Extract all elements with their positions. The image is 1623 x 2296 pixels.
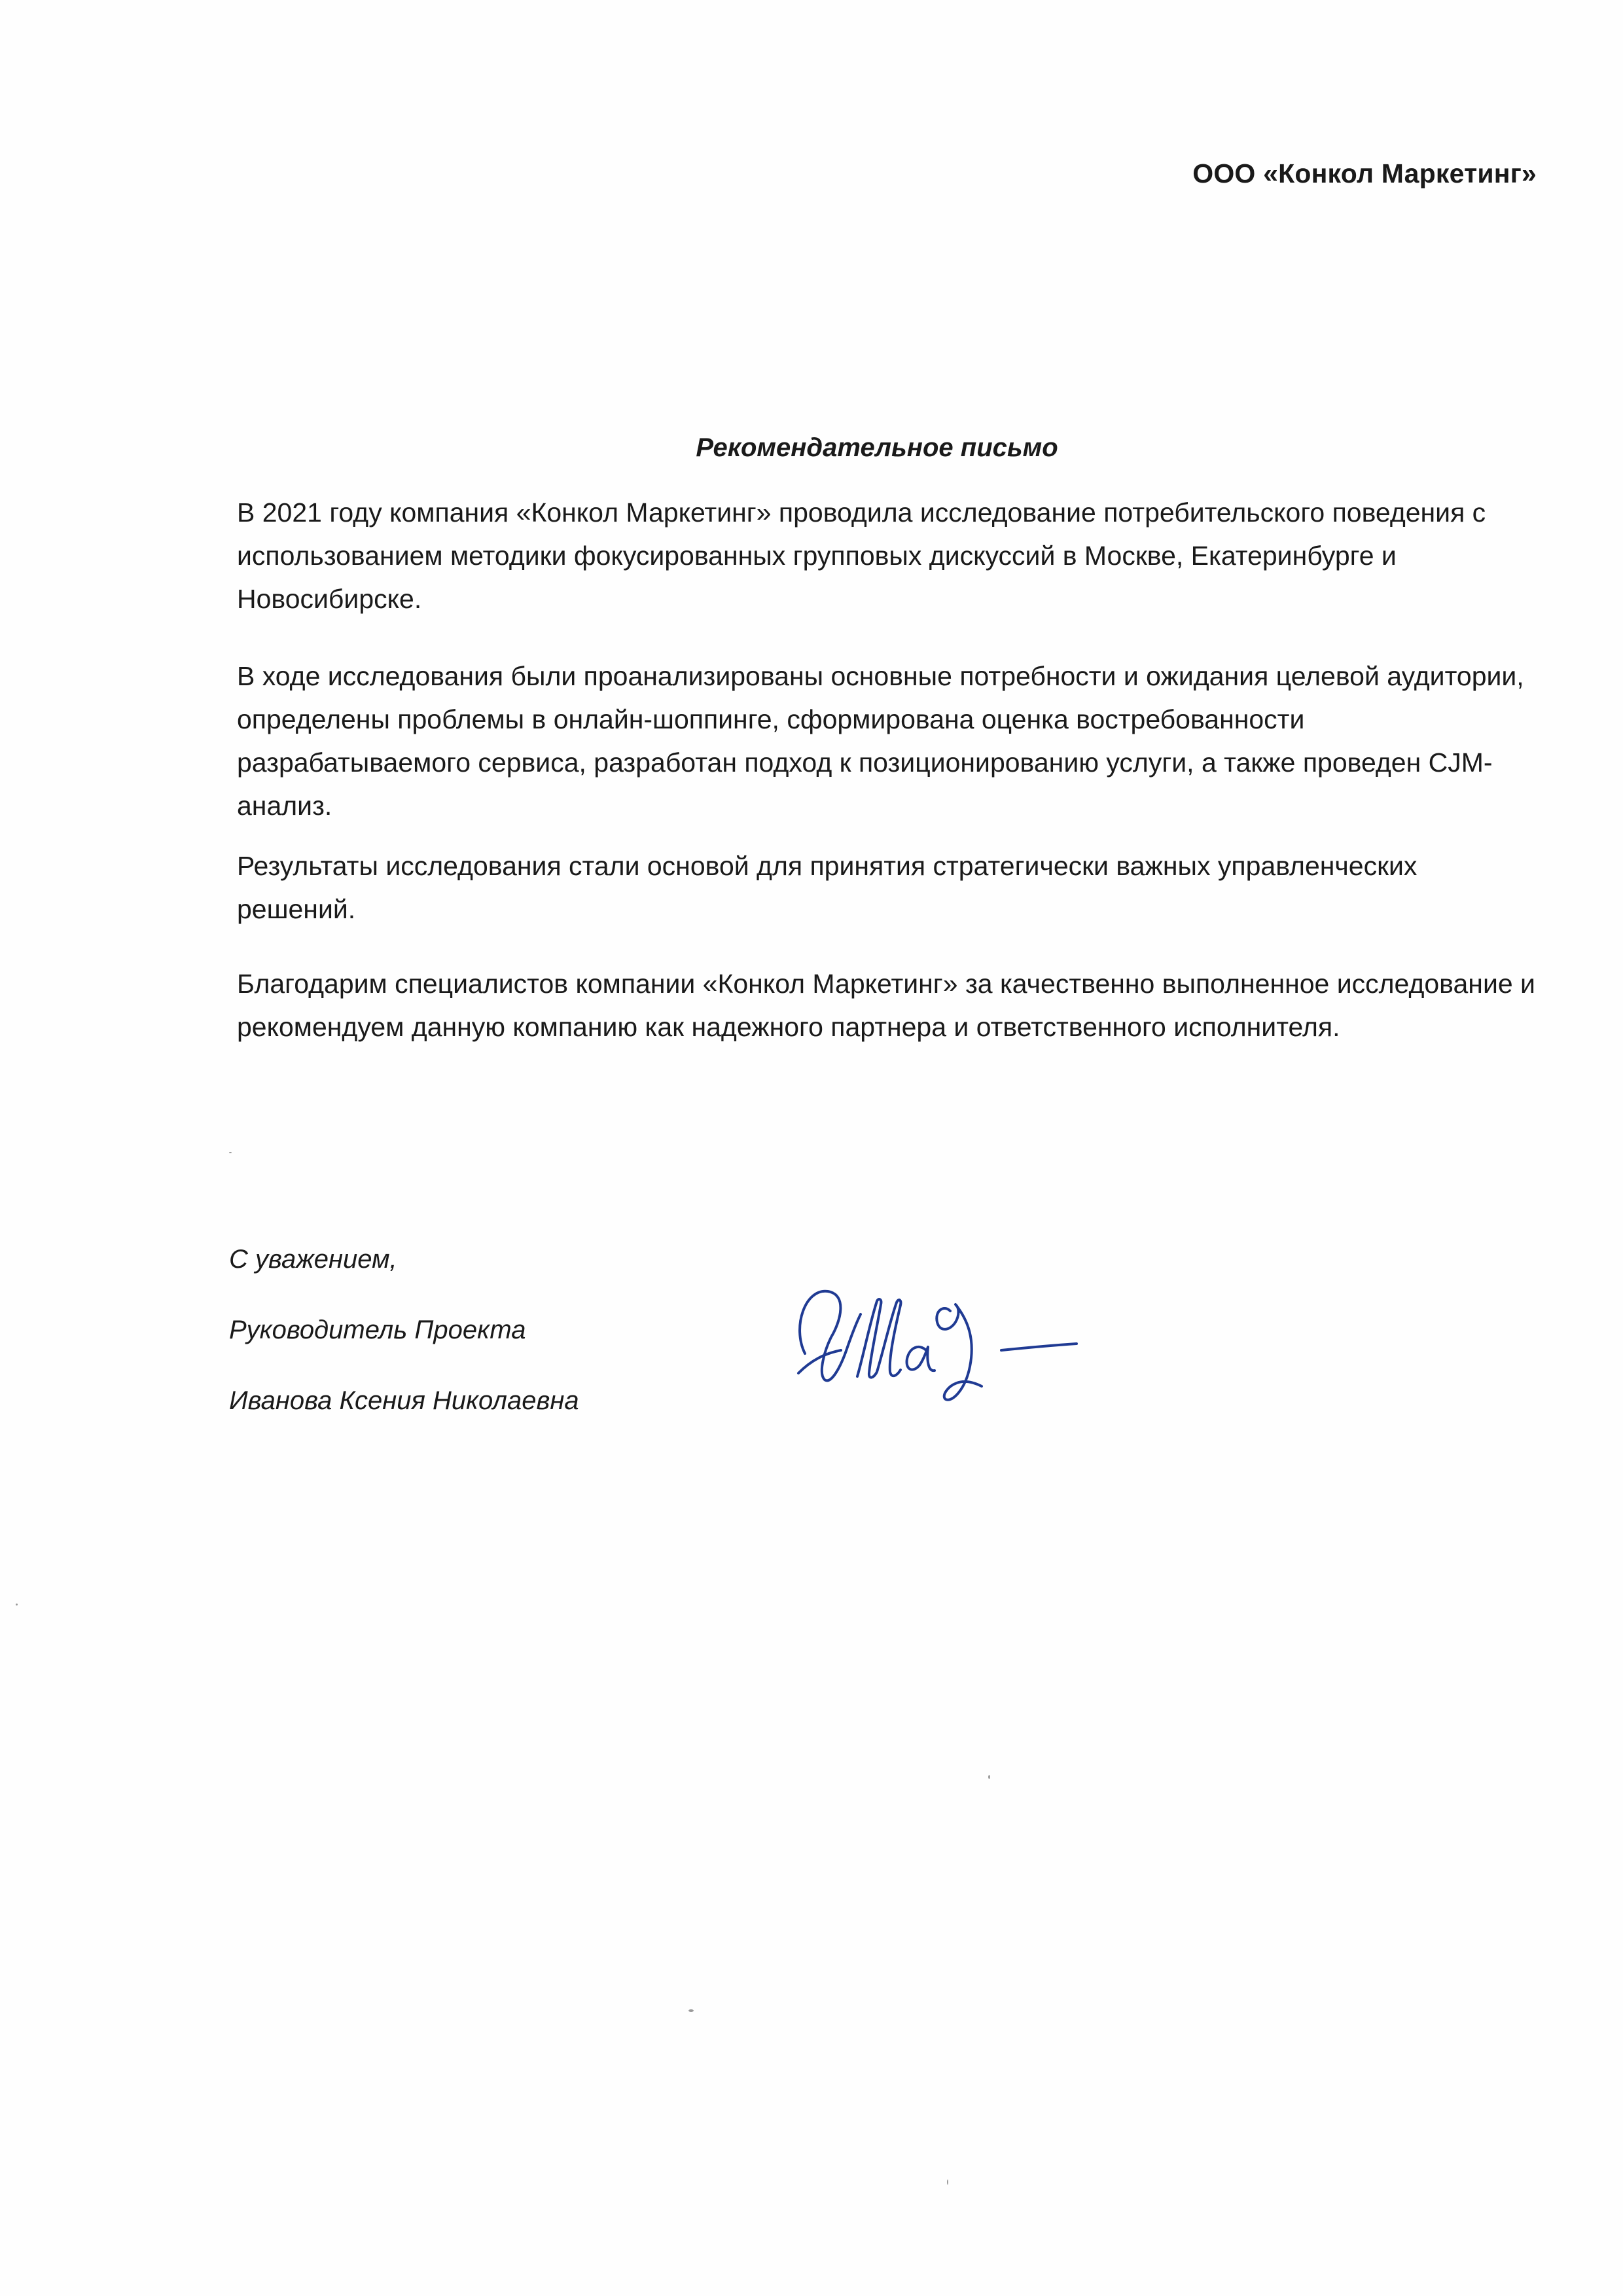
paragraph-3 <box>237 844 1539 931</box>
paragraph-text: В ходе исследования были проанализированы основные потребности и ожидания целевой аудитории, определены проблемы в онлайн-шоппинге, сформирована оценка востребованности разрабатываемого сервиса, разработан подход к позиционированию услуги, а также проведен CJM-анализ. <box>237 661 1524 821</box>
recipient-company: ООО «Конкол Маркетинг» <box>1192 158 1537 188</box>
paragraph-text: Результаты исследования стали основой для принятия стратегически важных управленческих решений. <box>237 851 1418 924</box>
scan-speck <box>16 1604 18 1605</box>
scan-speck <box>688 2009 694 2012</box>
paragraph-4 <box>237 962 1539 1049</box>
letter-title: Рекомендательное письмо <box>696 433 1058 462</box>
paragraph-text: В 2021 году компания «Конкол Маркетинг» проводила исследование потребительского поведения с использованием методики фокусированных групповых дискуссий в Москве, Екатеринбурге и Новосибирске. <box>237 497 1486 614</box>
handwritten-signature <box>779 1275 1086 1419</box>
scan-speck <box>229 1152 232 1153</box>
paragraph-2 <box>237 655 1539 827</box>
signer-position: Руководитель Проекта <box>229 1316 526 1344</box>
closing-regards: С уважением, <box>229 1245 397 1274</box>
scan-speck <box>947 2179 948 2185</box>
paragraph-text: Благодарим специалистов компании «Конкол Маркетинг» за качественно выполненное исследование и рекомендуем данную компанию как надежного партнера и ответственного исполнителя. <box>237 969 1535 1042</box>
paragraph-1 <box>237 491 1539 620</box>
scan-speck <box>988 1775 990 1779</box>
signer-name: Иванова Ксения Николаевна <box>229 1386 579 1415</box>
